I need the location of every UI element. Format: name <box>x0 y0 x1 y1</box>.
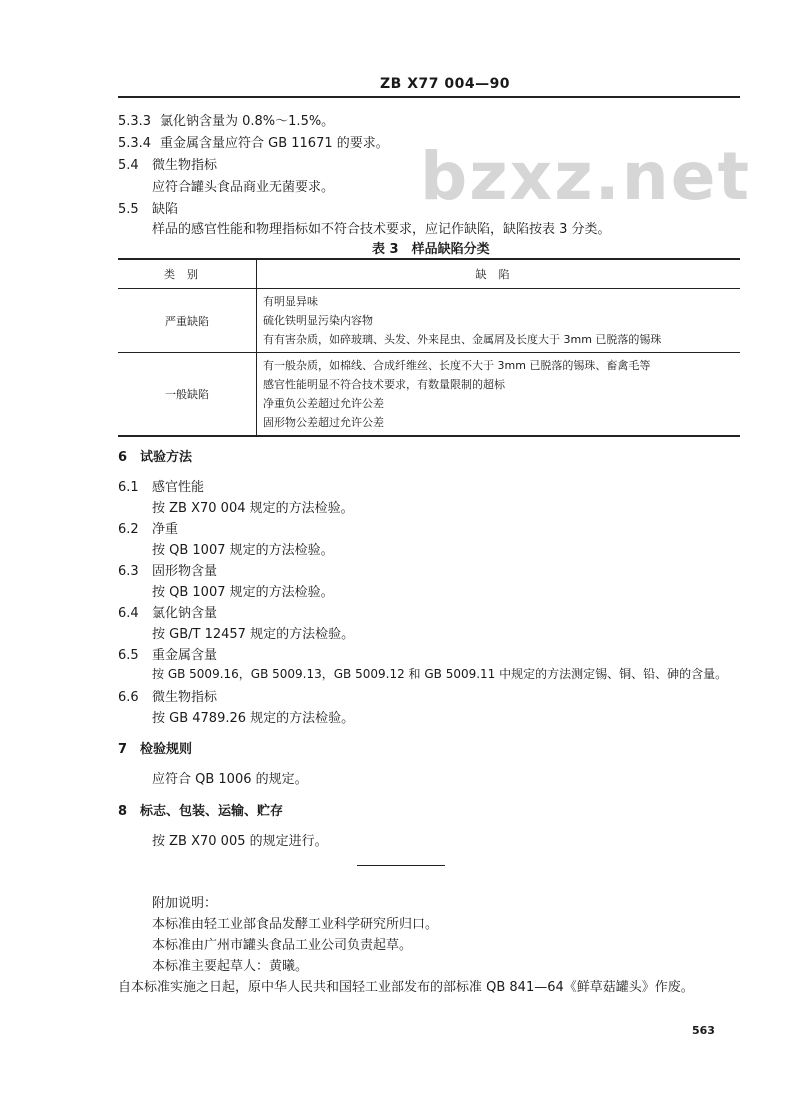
clause-5-3-3 <box>118 110 334 129</box>
category-cell: 一般缺陷 <box>118 353 257 437</box>
end-rule <box>357 865 445 866</box>
defect-item: 有明显异味 <box>263 295 318 308</box>
clause-number: 6.5 <box>118 648 139 663</box>
clause-number: 5.4 <box>118 158 139 173</box>
defect-table <box>118 258 740 437</box>
clause-title: 氯化钠含量 <box>152 606 218 621</box>
clause-6-3-body: 按 QB 1007 规定的方法检验。 <box>152 585 334 600</box>
clause-title: 净重 <box>152 522 179 537</box>
clause-6-4 <box>118 602 217 621</box>
page-number: 563 <box>692 1024 715 1037</box>
clause-number: 6.4 <box>118 606 139 621</box>
header-code: ZB X77 004—90 <box>380 76 511 92</box>
section-number: 8 <box>118 804 128 819</box>
section-title: 试验方法 <box>140 450 193 465</box>
clause-6-1-body: 按 ZB X70 004 规定的方法检验。 <box>152 501 354 516</box>
clause-number: 5.3.3 <box>118 114 152 129</box>
appendix-line: 本标准主要起草人：黄曦。 <box>152 959 309 974</box>
clause-6-4-body: 按 GB/T 12457 规定的方法检验。 <box>152 627 355 642</box>
column-header-category: 类别 <box>118 259 257 289</box>
defect-item: 有有害杂质，如碎玻璃、头发、外来昆虫、金属屑及长度大于 3mm 已脱落的锡珠 <box>263 333 662 346</box>
defect-items-cell <box>257 353 741 437</box>
appendix-line: 本标准由广州市罐头食品工业公司负责起草。 <box>152 938 413 953</box>
section-8-body: 按 ZB X70 005 的规定进行。 <box>152 834 328 849</box>
clause-number: 6.3 <box>118 564 139 579</box>
section-number: 7 <box>118 742 128 757</box>
clause-6-1 <box>118 476 204 495</box>
clause-6-2 <box>118 518 178 537</box>
clause-6-2-body: 按 QB 1007 规定的方法检验。 <box>152 543 334 558</box>
clause-number: 5.3.4 <box>118 136 152 151</box>
section-7-heading <box>118 738 192 757</box>
clause-6-6-body: 按 GB 4789.26 规定的方法检验。 <box>152 711 355 726</box>
appendix-line: 自本标准实施之日起，原中华人民共和国轻工业部发布的部标准 QB 841—64《鲜草菇罐头》作废。 <box>118 980 694 995</box>
clause-text: 氯化钠含量为 0.8%～1.5%。 <box>160 114 335 129</box>
clause-5-3-4 <box>118 132 389 151</box>
defect-item: 有一般杂质，如棉线、合成纤维丝、长度不大于 3mm 已脱落的锡珠、畜禽毛等 <box>263 359 651 372</box>
watermark: bzxz.net <box>420 138 752 215</box>
clause-5-4-body: 应符合罐头食品商业无菌要求。 <box>152 180 335 195</box>
section-6-heading <box>118 446 192 465</box>
header-rule <box>118 96 740 98</box>
clause-text: 缺陷 <box>152 202 179 217</box>
clause-number: 6.1 <box>118 480 139 495</box>
section-number: 6 <box>118 450 128 465</box>
defect-items-cell <box>257 289 741 353</box>
table-row <box>118 353 740 437</box>
table-caption: 表 3 样品缺陷分类 <box>372 242 490 257</box>
clause-number: 6.2 <box>118 522 139 537</box>
table-row <box>118 289 740 353</box>
section-title: 检验规则 <box>140 742 193 757</box>
defect-item: 硫化铁明显污染内容物 <box>263 314 373 327</box>
clause-6-5 <box>118 644 217 663</box>
defect-item: 净重负公差超过允许公差 <box>263 397 384 410</box>
clause-5-5 <box>118 198 178 217</box>
clause-number: 5.5 <box>118 202 139 217</box>
clause-text: 微生物指标 <box>152 158 218 173</box>
column-header-defect: 缺陷 <box>257 259 741 289</box>
clause-5-5-body: 样品的感官性能和物理指标如不符合技术要求，应记作缺陷，缺陷按表 3 分类。 <box>152 222 611 237</box>
clause-title: 感官性能 <box>152 480 205 495</box>
clause-title: 重金属含量 <box>152 648 218 663</box>
appendix-title: 附加说明： <box>152 896 218 911</box>
clause-6-3 <box>118 560 217 579</box>
clause-title: 微生物指标 <box>152 690 218 705</box>
category-cell: 严重缺陷 <box>118 289 257 353</box>
clause-number: 6.6 <box>118 690 139 705</box>
clause-text: 重金属含量应符合 GB 11671 的要求。 <box>160 136 389 151</box>
clause-5-4 <box>118 154 217 173</box>
section-title: 标志、包装、运输、贮存 <box>140 804 284 819</box>
clause-6-6 <box>118 686 217 705</box>
clause-6-5-body: 按 GB 5009.16，GB 5009.13，GB 5009.12 和 GB 5009.11 中规定的方法测定锡、铜、铅、砷的含量。 <box>152 667 728 681</box>
section-8-heading <box>118 800 283 819</box>
appendix-line: 本标准由轻工业部食品发酵工业科学研究所归口。 <box>152 917 439 932</box>
clause-title: 固形物含量 <box>152 564 218 579</box>
defect-item: 感官性能明显不符合技术要求，有数量限制的超标 <box>263 378 505 391</box>
defect-item: 固形物公差超过允许公差 <box>263 416 384 429</box>
table-header-row <box>118 259 740 289</box>
section-7-body: 应符合 QB 1006 的规定。 <box>152 772 308 787</box>
